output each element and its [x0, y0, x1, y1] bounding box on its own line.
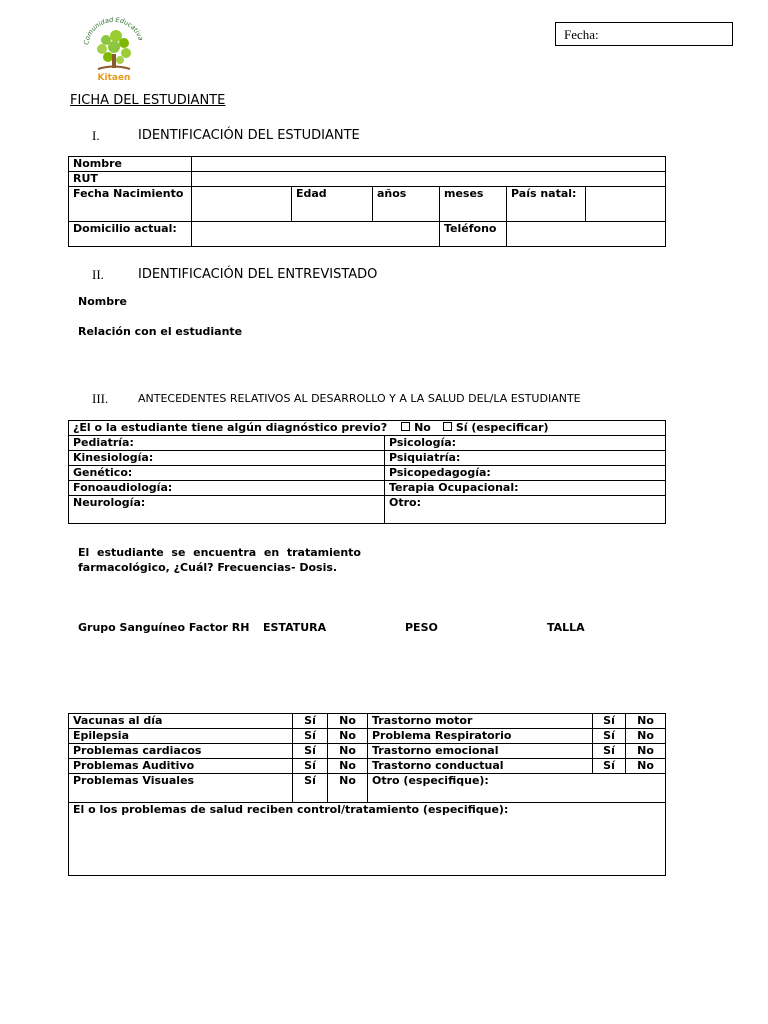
vacunas-label: Vacunas al día	[69, 714, 293, 729]
problema-respiratorio-label: Problema Respiratorio	[368, 729, 593, 744]
edad-label: Edad	[292, 187, 373, 222]
fecha-nacimiento-field[interactable]	[192, 187, 292, 222]
vacunas-no[interactable]: No	[328, 714, 368, 729]
problemas-auditivo-si[interactable]: Sí	[293, 759, 328, 774]
anos-label: años	[373, 187, 440, 222]
fecha-nacimiento-label: Fecha Nacimiento	[69, 187, 192, 222]
student-identification-table	[68, 156, 666, 247]
pais-natal-field[interactable]	[586, 187, 666, 222]
telefono-field[interactable]	[507, 222, 666, 247]
fecha-label: Fecha:	[564, 27, 599, 42]
problemas-auditivo-no[interactable]: No	[328, 759, 368, 774]
section-3-number: III.	[92, 391, 109, 406]
diagnosis-question-row	[69, 421, 666, 436]
diagnosis-table	[68, 420, 666, 524]
health-problems-table	[68, 713, 666, 876]
trastorno-conductual-label: Trastorno conductual	[368, 759, 593, 774]
entrevistado-nombre-label: Nombre	[78, 295, 127, 308]
diagnosis-question: ¿El o la estudiante tiene algún diagnóstico previo?	[73, 421, 388, 434]
problemas-cardiacos-label: Problemas cardiacos	[69, 744, 293, 759]
section-2-title: IDENTIFICACIÓN DEL ENTREVISTADO	[138, 267, 378, 282]
problemas-visuales-label: Problemas Visuales	[69, 774, 293, 803]
trastorno-conductual-no[interactable]: No	[626, 759, 666, 774]
trastorno-emocional-no[interactable]: No	[626, 744, 666, 759]
pais-natal-label: País natal:	[507, 187, 586, 222]
kinesiologia-label[interactable]: Kinesiología:	[69, 451, 385, 466]
rut-label: RUT	[69, 172, 192, 187]
nombre-label: Nombre	[69, 157, 192, 172]
trastorno-emocional-label: Trastorno emocional	[368, 744, 593, 759]
logo-arc-text: Comunidad Educativa	[82, 16, 145, 46]
fecha-field[interactable]	[555, 22, 733, 46]
domicilio-label: Domicilio actual:	[69, 222, 192, 247]
grupo-sanguineo-label: Grupo Sanguíneo Factor RH	[78, 621, 250, 634]
section-2-number: II.	[92, 267, 104, 282]
talla-label: TALLA	[547, 621, 585, 634]
domicilio-field[interactable]	[192, 222, 440, 247]
trastorno-motor-no[interactable]: No	[626, 714, 666, 729]
treatment-line-2: farmacológico, ¿Cuál? Frecuencias- Dosis.	[78, 561, 338, 574]
section-3-title: ANTECEDENTES RELATIVOS AL DESARROLLO Y A LA SALUD DEL/LA ESTUDIANTE	[138, 392, 581, 405]
terapia-ocupacional-label[interactable]: Terapia Ocupacional:	[385, 481, 666, 496]
vacunas-si[interactable]: Sí	[293, 714, 328, 729]
psicopedagogia-label[interactable]: Psicopedagogía:	[385, 466, 666, 481]
trastorno-conductual-si[interactable]: Sí	[593, 759, 626, 774]
document-title: FICHA DEL ESTUDIANTE	[70, 93, 226, 108]
no-option-label: No	[414, 421, 431, 434]
relacion-label: Relación con el estudiante	[78, 325, 243, 338]
pediatria-label[interactable]: Pediatría:	[69, 436, 385, 451]
trastorno-motor-label: Trastorno motor	[368, 714, 593, 729]
nombre-field[interactable]	[192, 157, 666, 172]
meses-label: meses	[440, 187, 507, 222]
epilepsia-si[interactable]: Sí	[293, 729, 328, 744]
section-1-number: I.	[92, 128, 100, 143]
neurologia-label[interactable]: Neurología:	[69, 496, 385, 524]
problemas-auditivo-label: Problemas Auditivo	[69, 759, 293, 774]
school-logo	[78, 16, 150, 84]
no-checkbox[interactable]	[401, 422, 410, 431]
problema-respiratorio-si[interactable]: Sí	[593, 729, 626, 744]
epilepsia-label: Epilepsia	[69, 729, 293, 744]
problemas-cardiacos-si[interactable]: Sí	[293, 744, 328, 759]
telefono-label: Teléfono	[440, 222, 507, 247]
psicologia-label[interactable]: Psicología:	[385, 436, 666, 451]
treatment-question	[78, 545, 361, 575]
fonoaudiologia-label[interactable]: Fonoaudiología:	[69, 481, 385, 496]
problemas-visuales-no[interactable]: No	[328, 774, 368, 803]
problemas-visuales-si[interactable]: Sí	[293, 774, 328, 803]
problemas-cardiacos-no[interactable]: No	[328, 744, 368, 759]
si-checkbox[interactable]	[443, 422, 452, 431]
trastorno-motor-si[interactable]: Sí	[593, 714, 626, 729]
rut-field[interactable]	[192, 172, 666, 187]
psiquiatria-label[interactable]: Psiquiatría:	[385, 451, 666, 466]
otro-especifique-field[interactable]: Otro (especifique):	[368, 774, 666, 803]
si-option-label: Sí (especificar)	[455, 421, 549, 434]
control-tratamiento-field[interactable]: El o los problemas de salud reciben control/tratamiento (especifique):	[69, 803, 666, 876]
genetico-label[interactable]: Genético:	[69, 466, 385, 481]
logo-name-text: Kitaen	[97, 73, 131, 83]
otro-diagnostico-label[interactable]: Otro:	[385, 496, 666, 524]
epilepsia-no[interactable]: No	[328, 729, 368, 744]
peso-label: PESO	[405, 621, 438, 634]
treatment-line-1: El estudiante se encuentra en tratamiento	[78, 546, 361, 559]
problema-respiratorio-no[interactable]: No	[626, 729, 666, 744]
trastorno-emocional-si[interactable]: Sí	[593, 744, 626, 759]
estatura-label: ESTATURA	[263, 621, 327, 634]
section-1-title: IDENTIFICACIÓN DEL ESTUDIANTE	[138, 128, 360, 143]
